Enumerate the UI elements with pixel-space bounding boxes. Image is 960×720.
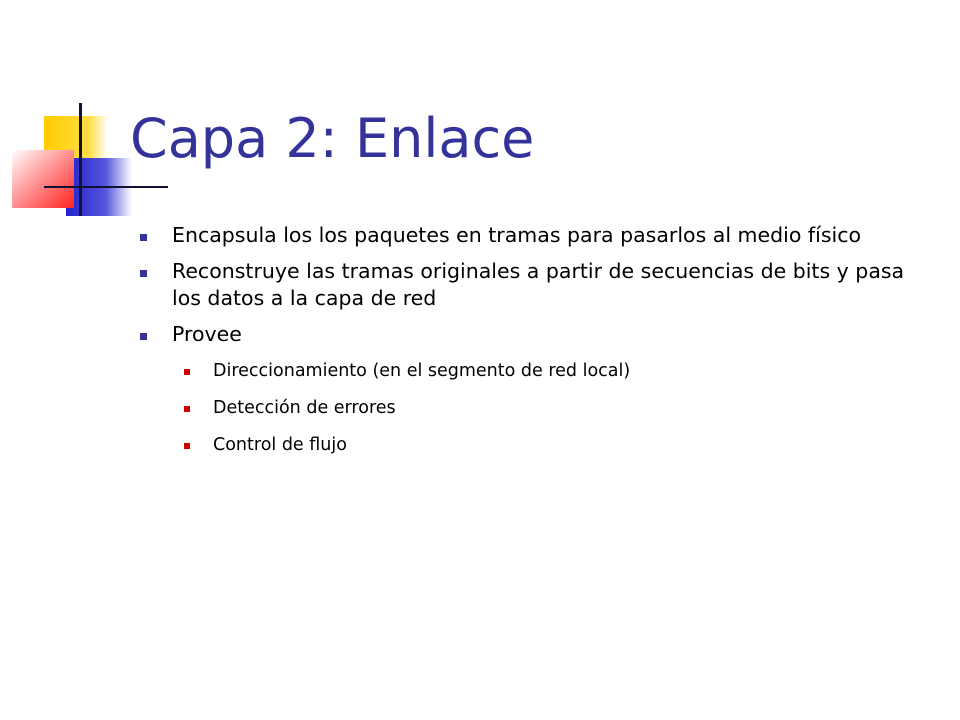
sub-bullet-text: Direccionamiento (en el segmento de red local) (213, 361, 631, 381)
bullet-item (140, 258, 930, 312)
sub-bullet-text: Control de flujo (213, 435, 347, 455)
square-sub-bullet-icon (184, 406, 190, 412)
square-sub-bullet-icon (184, 369, 190, 375)
square-sub-bullet-icon (184, 443, 190, 449)
bullet-text: Encapsula los los paquetes en tramas para pasarlos al medio físico (172, 223, 862, 247)
sub-bullet-item (140, 397, 930, 419)
sub-bullet-item (140, 360, 930, 382)
square-bullet-icon (140, 333, 147, 340)
slide-title: Capa 2: Enlace (130, 107, 535, 170)
square-bullet-icon (140, 234, 147, 241)
sub-bullet-text: Detección de errores (213, 398, 396, 418)
bullet-list (140, 222, 930, 471)
bullet-text: Reconstruye las tramas originales a partir de secuencias de bits y pasa los datos a la capa de red (172, 259, 905, 310)
bullet-item (140, 321, 930, 348)
bullet-text: Provee (172, 322, 242, 346)
bullet-item (140, 222, 930, 249)
square-bullet-icon (140, 270, 147, 277)
sub-bullet-item (140, 434, 930, 456)
